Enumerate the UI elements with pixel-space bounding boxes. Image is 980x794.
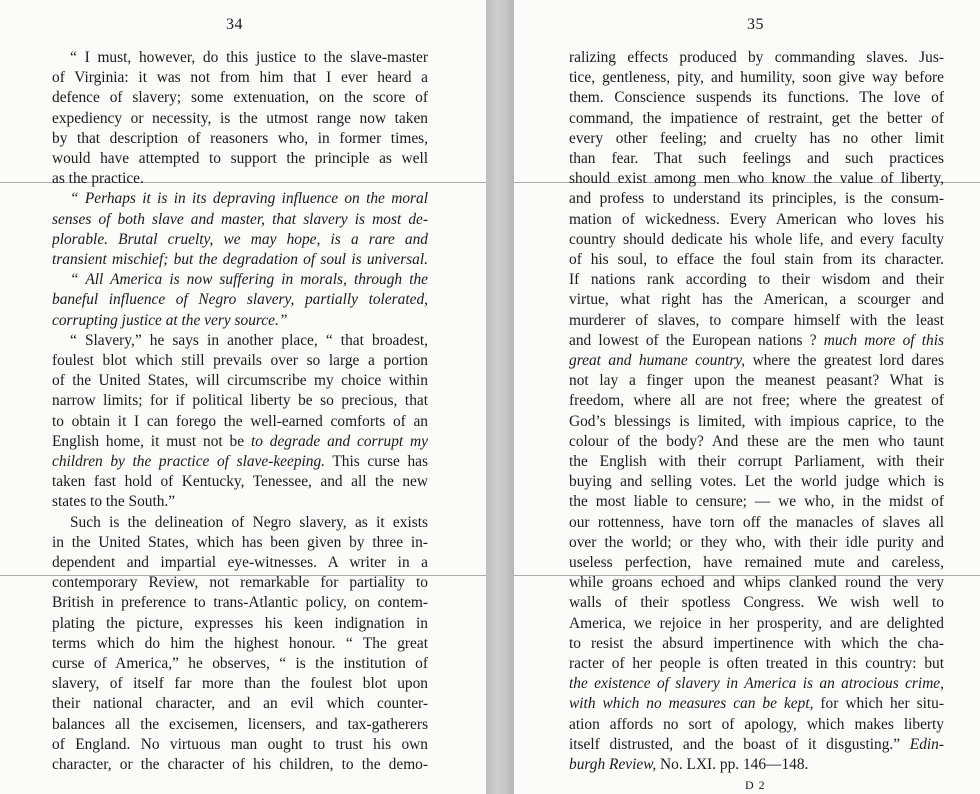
line-text: narrow limits; for if political liberty be so precious, that (52, 392, 428, 410)
text-line (52, 290, 428, 310)
line-text: senses of both slave and master, that slavery is most de- (52, 210, 428, 228)
text-line (569, 674, 944, 694)
text-line (569, 593, 944, 613)
text-line (52, 654, 428, 674)
text-line (569, 311, 944, 331)
line-text: baneful influence of Negro slavery, partially tolerated, (52, 291, 428, 309)
italic-span: with which no measures can be kept, (569, 695, 814, 713)
line-text: useless perfection, have remained mute and careless, (569, 554, 944, 571)
line-text: of the United States, will circumscribe my choice within (52, 372, 428, 390)
text-line (569, 129, 944, 149)
text-line (569, 189, 944, 209)
text-line (569, 169, 944, 189)
text-line (70, 48, 428, 68)
text-line (52, 88, 428, 108)
text-line (569, 492, 944, 512)
text-line (569, 513, 944, 533)
line-text: of his soul, to efface the foul stain from its character. (569, 251, 944, 268)
text-line (52, 351, 428, 371)
line-text: would have attempted to support the principle as well (52, 150, 428, 167)
line-text: taken fast hold of Kentucky, Tenessee, and all the new (52, 473, 428, 491)
text-line (569, 715, 944, 735)
line-text: freedom, where all are not free; where the greatest of (569, 392, 944, 410)
text-line (70, 189, 428, 209)
line-text: Such is the delineation of Negro slavery, as it exists (70, 513, 428, 531)
line-text: “ Perhaps it is in its depraving influence on the moral (70, 190, 428, 208)
italic-span: children by the practice of slave-keeping. (52, 453, 326, 470)
line-text: British in preference to trans-Atlantic policy, on contem- (52, 594, 428, 612)
line-text: “ Slavery,” he says in another place, “ that broadest, (70, 331, 428, 349)
text-line (52, 593, 428, 613)
text-line (52, 614, 428, 634)
line-text: “ All America is now suffering in morals, through the (70, 271, 428, 289)
text-line (52, 634, 428, 654)
text-line (569, 735, 944, 755)
line-text: mation of wickedness. Every American who loves his (569, 210, 944, 228)
line-text: corrupting justice at the very source.” (52, 311, 288, 329)
text-line (52, 68, 428, 88)
text-line (569, 48, 944, 68)
line-text: country should dedicate his whole life, and every faculty (569, 230, 944, 248)
line-text: If nations rank according to their wisdom and their (569, 271, 944, 289)
line-text: tice, gentleness, pity, and humility, soon give way before (569, 69, 944, 87)
text-line (52, 492, 428, 512)
line-text: terms which do him the highest honour. “ The great (52, 634, 428, 652)
line-text: transient mischief; but the degradation of soul is universal. (52, 251, 428, 268)
line-text: in the United States, which has been given by three in- (52, 533, 428, 551)
line-text: ralizing effects produced by commanding slaves. Jus- (569, 49, 944, 66)
text-line (569, 149, 944, 169)
line-text: plorable. Brutal cruelty, we may hope, is a rare and (52, 230, 428, 248)
line-text: should exist among men who know the value of liberty, (569, 170, 944, 188)
line-text: states to the South.” (52, 493, 176, 511)
line-text: command, the impatience of restraint, get the better of (569, 109, 944, 127)
text-line (52, 391, 428, 411)
text-line (569, 88, 944, 108)
page-number: 35 (747, 16, 764, 33)
text-line (569, 230, 944, 250)
book-gutter (486, 0, 514, 794)
line-text: slavery, of itself far more than the foulest blot upon (52, 675, 428, 693)
text-line (52, 715, 428, 735)
text-line (569, 553, 944, 573)
text-line (569, 412, 944, 432)
text-line (52, 452, 428, 472)
line-tail: where the greatest lord dares (745, 352, 944, 369)
italic-span: to degrade and corrupt my (250, 432, 428, 450)
line-text: while groans echoed and whips clanked round the very (569, 574, 944, 592)
text-line (52, 412, 428, 432)
text-line (569, 68, 944, 88)
text-line (569, 290, 944, 310)
text-line (52, 210, 428, 230)
text-line (52, 674, 428, 694)
line-text: God’s blessings is limited, with impious caprice, to the (569, 412, 944, 430)
line-text: our rottenness, have torn off the manacles of slaves all (569, 513, 944, 531)
line-text: over the world; or they who, with their idle purity and (569, 533, 944, 551)
line-text: murderer of slaves, to compare himself with the least (569, 311, 944, 329)
left-page (0, 0, 486, 794)
line-text: them. Conscience suspends its functions. The love of (569, 89, 944, 107)
line-text: by that description of reasoners who, in former times, (52, 129, 428, 147)
text-line (569, 250, 944, 270)
text-line (569, 331, 944, 351)
line-text: the most liable to censure; — we who, in the midst of (569, 493, 944, 511)
text-line (569, 472, 944, 492)
line-text: buying and selling votes. Let the world judge which is (569, 473, 944, 491)
text-line (52, 109, 428, 129)
text-line (52, 573, 428, 593)
text-line (569, 109, 944, 129)
text-line (52, 533, 428, 553)
text-line (569, 634, 944, 654)
line-text: as the practice. (52, 170, 144, 188)
text-line (569, 614, 944, 634)
line-text: itself distrusted, and the boast of it disgusting.” (569, 735, 910, 753)
line-text: expediency or necessity, is the utmost range now taken (52, 109, 428, 127)
text-line (569, 391, 944, 411)
text-line (52, 755, 428, 775)
text-line (52, 432, 428, 452)
text-line (52, 230, 428, 250)
line-text: contemporary Review, not remarkable for partiality to (52, 574, 428, 592)
line-text: every other feeling; and cruelty has no other limit (569, 129, 944, 147)
line-text: not lay a finger upon the meanest peasant? What is (569, 372, 944, 390)
text-line (52, 250, 428, 270)
line-tail: for which her situ- (813, 695, 944, 713)
line-text: character, or the character of his children, to the demo- (52, 756, 428, 773)
line-text: virtue, what right has the American, a scourger and (569, 291, 944, 309)
line-tail: No. LXI. pp. 146—148. (656, 756, 809, 773)
text-line (569, 694, 944, 714)
text-line (52, 472, 428, 492)
text-line (52, 149, 428, 169)
right-page (514, 0, 980, 794)
line-text: “ I must, however, do this justice to the slave-master (70, 49, 428, 66)
line-text: to obtain it I can forego the well-earned comforts of an (52, 412, 428, 430)
signature-mark: D 2 (745, 778, 766, 792)
text-line (52, 371, 428, 391)
line-text: racter of her people is often treated in this country: but (569, 655, 944, 672)
line-text: to resist the absurd impertinence with which the cha- (569, 634, 944, 652)
text-line (52, 553, 428, 573)
line-text: and lowest of the European nations ? (569, 331, 824, 349)
line-text: than fear. That such feelings and such practices (569, 150, 944, 167)
text-line (569, 452, 944, 472)
line-tail: This curse has (325, 453, 428, 470)
line-text: the English with their corrupt Parliament, with their (569, 453, 944, 470)
text-line (569, 210, 944, 230)
text-line (52, 735, 428, 755)
text-line (52, 311, 428, 331)
text-line (70, 331, 428, 351)
text-line (569, 432, 944, 452)
text-line (569, 533, 944, 553)
text-line (569, 755, 944, 775)
text-line (52, 169, 428, 189)
italic-span: burgh Review, (569, 756, 657, 773)
italic-span: great and humane country, (569, 352, 746, 369)
line-text: walls of their spotless Congress. We wish well to (569, 594, 944, 612)
page-number: 34 (226, 16, 243, 33)
line-text: of England. No virtuous man ought to trust his own (52, 735, 428, 753)
text-line (569, 654, 944, 674)
text-line (569, 270, 944, 290)
text-line (70, 270, 428, 290)
line-text: balances all the excisemen, licensers, and tax-gatherers (52, 715, 428, 733)
text-line (70, 513, 428, 533)
line-text: of Virginia: it was not from him that I ever heard a (52, 69, 428, 87)
text-line (52, 694, 428, 714)
line-text: colour of the body? And these are the men who taunt (569, 432, 944, 450)
italic-span: much more of this (823, 331, 944, 349)
line-text: defence of slavery; some extenuation, on the score of (52, 89, 428, 107)
line-text: their national character, and an evil which counter- (52, 695, 428, 713)
text-line (569, 573, 944, 593)
text-line (569, 371, 944, 391)
text-line (52, 129, 428, 149)
line-text: curse of America,” he observes, “ is the institution of (52, 655, 428, 672)
line-text: ation affords no sort of apology, which makes liberty (569, 715, 944, 733)
italic-span: Edin- (909, 735, 944, 753)
line-text: dependent and impartial eye-witnesses. A writer in a (52, 554, 428, 571)
line-text: America, we rejoice in her prosperity, and are delighted (569, 614, 944, 632)
italic-span: the existence of slavery in America is an atrocious crime, (569, 675, 944, 693)
line-text: plating the picture, expresses his keen indignation in (52, 614, 428, 632)
line-text: English home, it must not be (52, 432, 251, 450)
line-text: and profess to understand its principles, is the consum- (569, 190, 944, 208)
line-text: foulest blot which still prevails over so large a portion (52, 352, 428, 369)
text-line (569, 351, 944, 371)
